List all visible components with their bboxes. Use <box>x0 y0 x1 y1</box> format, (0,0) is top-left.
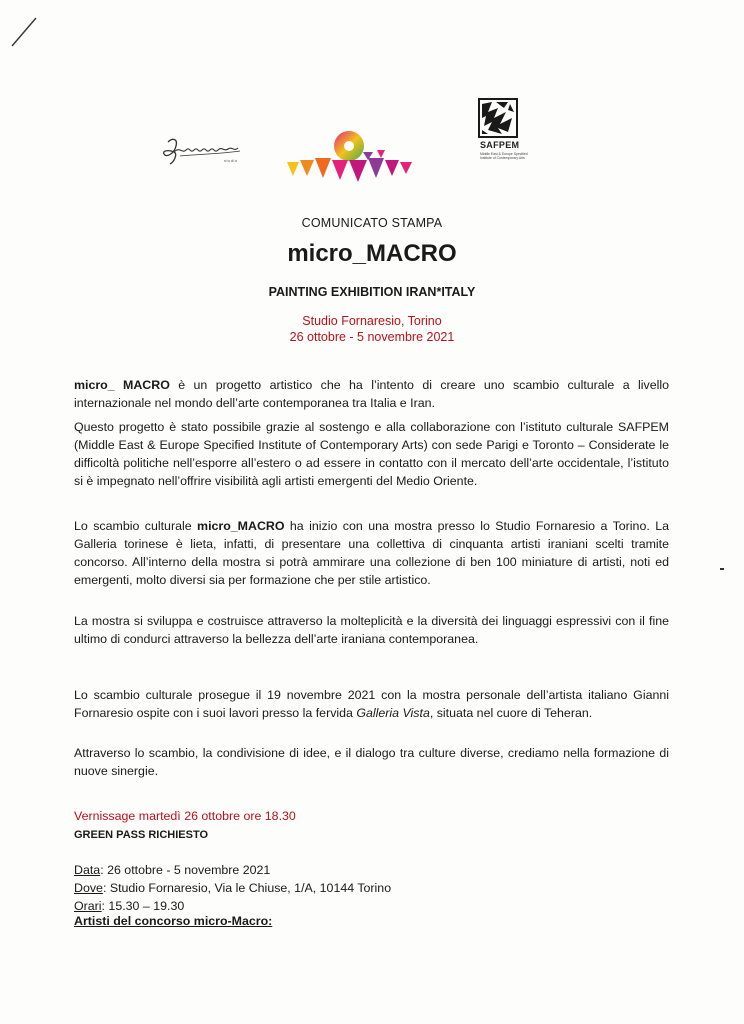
paragraph-safpem: Questo progetto è stato possibile grazie al sostengo e alla collaborazione con l’istituto culturale SAFPEM (Middle East & Europe Specified Institute of Contemporary Arts) con sede Parigi e Toronto – Considerate le difficoltà politiche nell’esporre all’estero o ad essere in contatto con il mercato dell’arte occidentale, l’istituto si è impegnato nell’offrire visibilità agli artisti emergenti del Medio Oriente. <box>74 420 669 488</box>
data-label: Data <box>74 863 101 877</box>
paragraph-exhibition <box>74 517 669 589</box>
info-dove <box>74 881 391 895</box>
venue-info <box>0 313 744 345</box>
green-pass-notice: GREEN PASS RICHIESTO <box>74 829 209 841</box>
safpem-name: SAFPEM <box>480 140 520 150</box>
dove-label: Dove <box>74 881 103 895</box>
data-value: : 26 ottobre - 5 novembre 2021 <box>100 863 271 877</box>
teheran-text-start: Lo scambio culturale prosegue il 19 novembre 2021 con la mostra personale dell’artista italiano Gianni Fornaresio ospite con i suoi lavori presso la fervida <box>74 688 669 720</box>
orari-label: Orari <box>74 899 102 913</box>
dove-value: : Studio Fornaresio, Via le Chiuse, 1/A, 10144 Torino <box>102 881 392 895</box>
vernissage-line: Vernissage martedì 26 ottobre ore 18.30 <box>74 809 296 823</box>
galleria-vista-italic: Galleria Vista <box>356 706 430 720</box>
stray-scan-mark <box>720 568 724 570</box>
press-release-label: COMUNICATO STAMPA <box>301 216 443 230</box>
info-orari <box>74 899 184 913</box>
micro-macro-triangle-logo <box>287 124 417 186</box>
exhibition-text-start: Lo scambio culturale <box>74 519 198 533</box>
paragraph-teheran <box>74 686 669 722</box>
venue-dates: 26 ottobre - 5 novembre 2021 <box>289 330 455 344</box>
colorful-triangles-graphic <box>287 124 417 186</box>
paragraph-intro <box>74 376 669 412</box>
signature-sub-label: studio <box>224 158 238 163</box>
exhibition-subtitle: PAINTING EXHIBITION IRAN*ITALY <box>268 285 476 299</box>
signature-scribble <box>160 132 250 172</box>
artists-heading: Artisti del concorso micro-Macro: <box>74 914 273 928</box>
project-name-bold: micro_ MACRO <box>74 378 170 392</box>
safpem-mark-graphic <box>478 98 518 138</box>
venue-location: Studio Fornaresio, Torino <box>302 314 442 328</box>
info-data <box>74 863 270 877</box>
teheran-text-end: , situata nel cuore di Teheran. <box>429 706 593 720</box>
fornaresio-signature-logo <box>160 132 250 172</box>
exhibition-text-end: ha inizio con una mostra presso lo Studio Fornaresio a Torino. La Galleria torinese è lieta, infatti, di presentare una collettiva di cinquanta artisti iraniani scelti tramite concorso. All’interno della mostra si potrà ammirare una collezione di ben 100 miniature di artisti, noti ed emergenti, molto diversi sia per formazione che per stile artistico. <box>74 519 669 587</box>
page-title: micro_MACRO <box>287 240 457 267</box>
paragraph-languages: La mostra si sviluppa e costruisce attraverso la molteplicità e la diversità dei linguaggi espressivi con il fine ultimo di condurci attraverso la bellezza dell’arte iraniana contemporanea. <box>74 614 669 646</box>
project-name-bold-2: micro_MACRO <box>197 519 285 533</box>
safpem-fine-print: Middle East & Europe Specified Institute of Contemporary Arts <box>480 152 528 160</box>
scan-slash-mark <box>10 14 40 48</box>
paragraph-closing: Attraverso lo scambio, la condivisione di idee, e il dialogo tra culture diverse, crediamo nella formazione di nuove sinergie. <box>74 746 669 778</box>
intro-text: è un progetto artistico che ha l’intento di creare uno scambio culturale a livello internazionale nel mondo dell’arte contemporanea tra Italia e Iran. <box>74 378 669 410</box>
safpem-logo <box>478 98 538 188</box>
orari-value: : 15.30 – 19.30 <box>101 899 185 913</box>
